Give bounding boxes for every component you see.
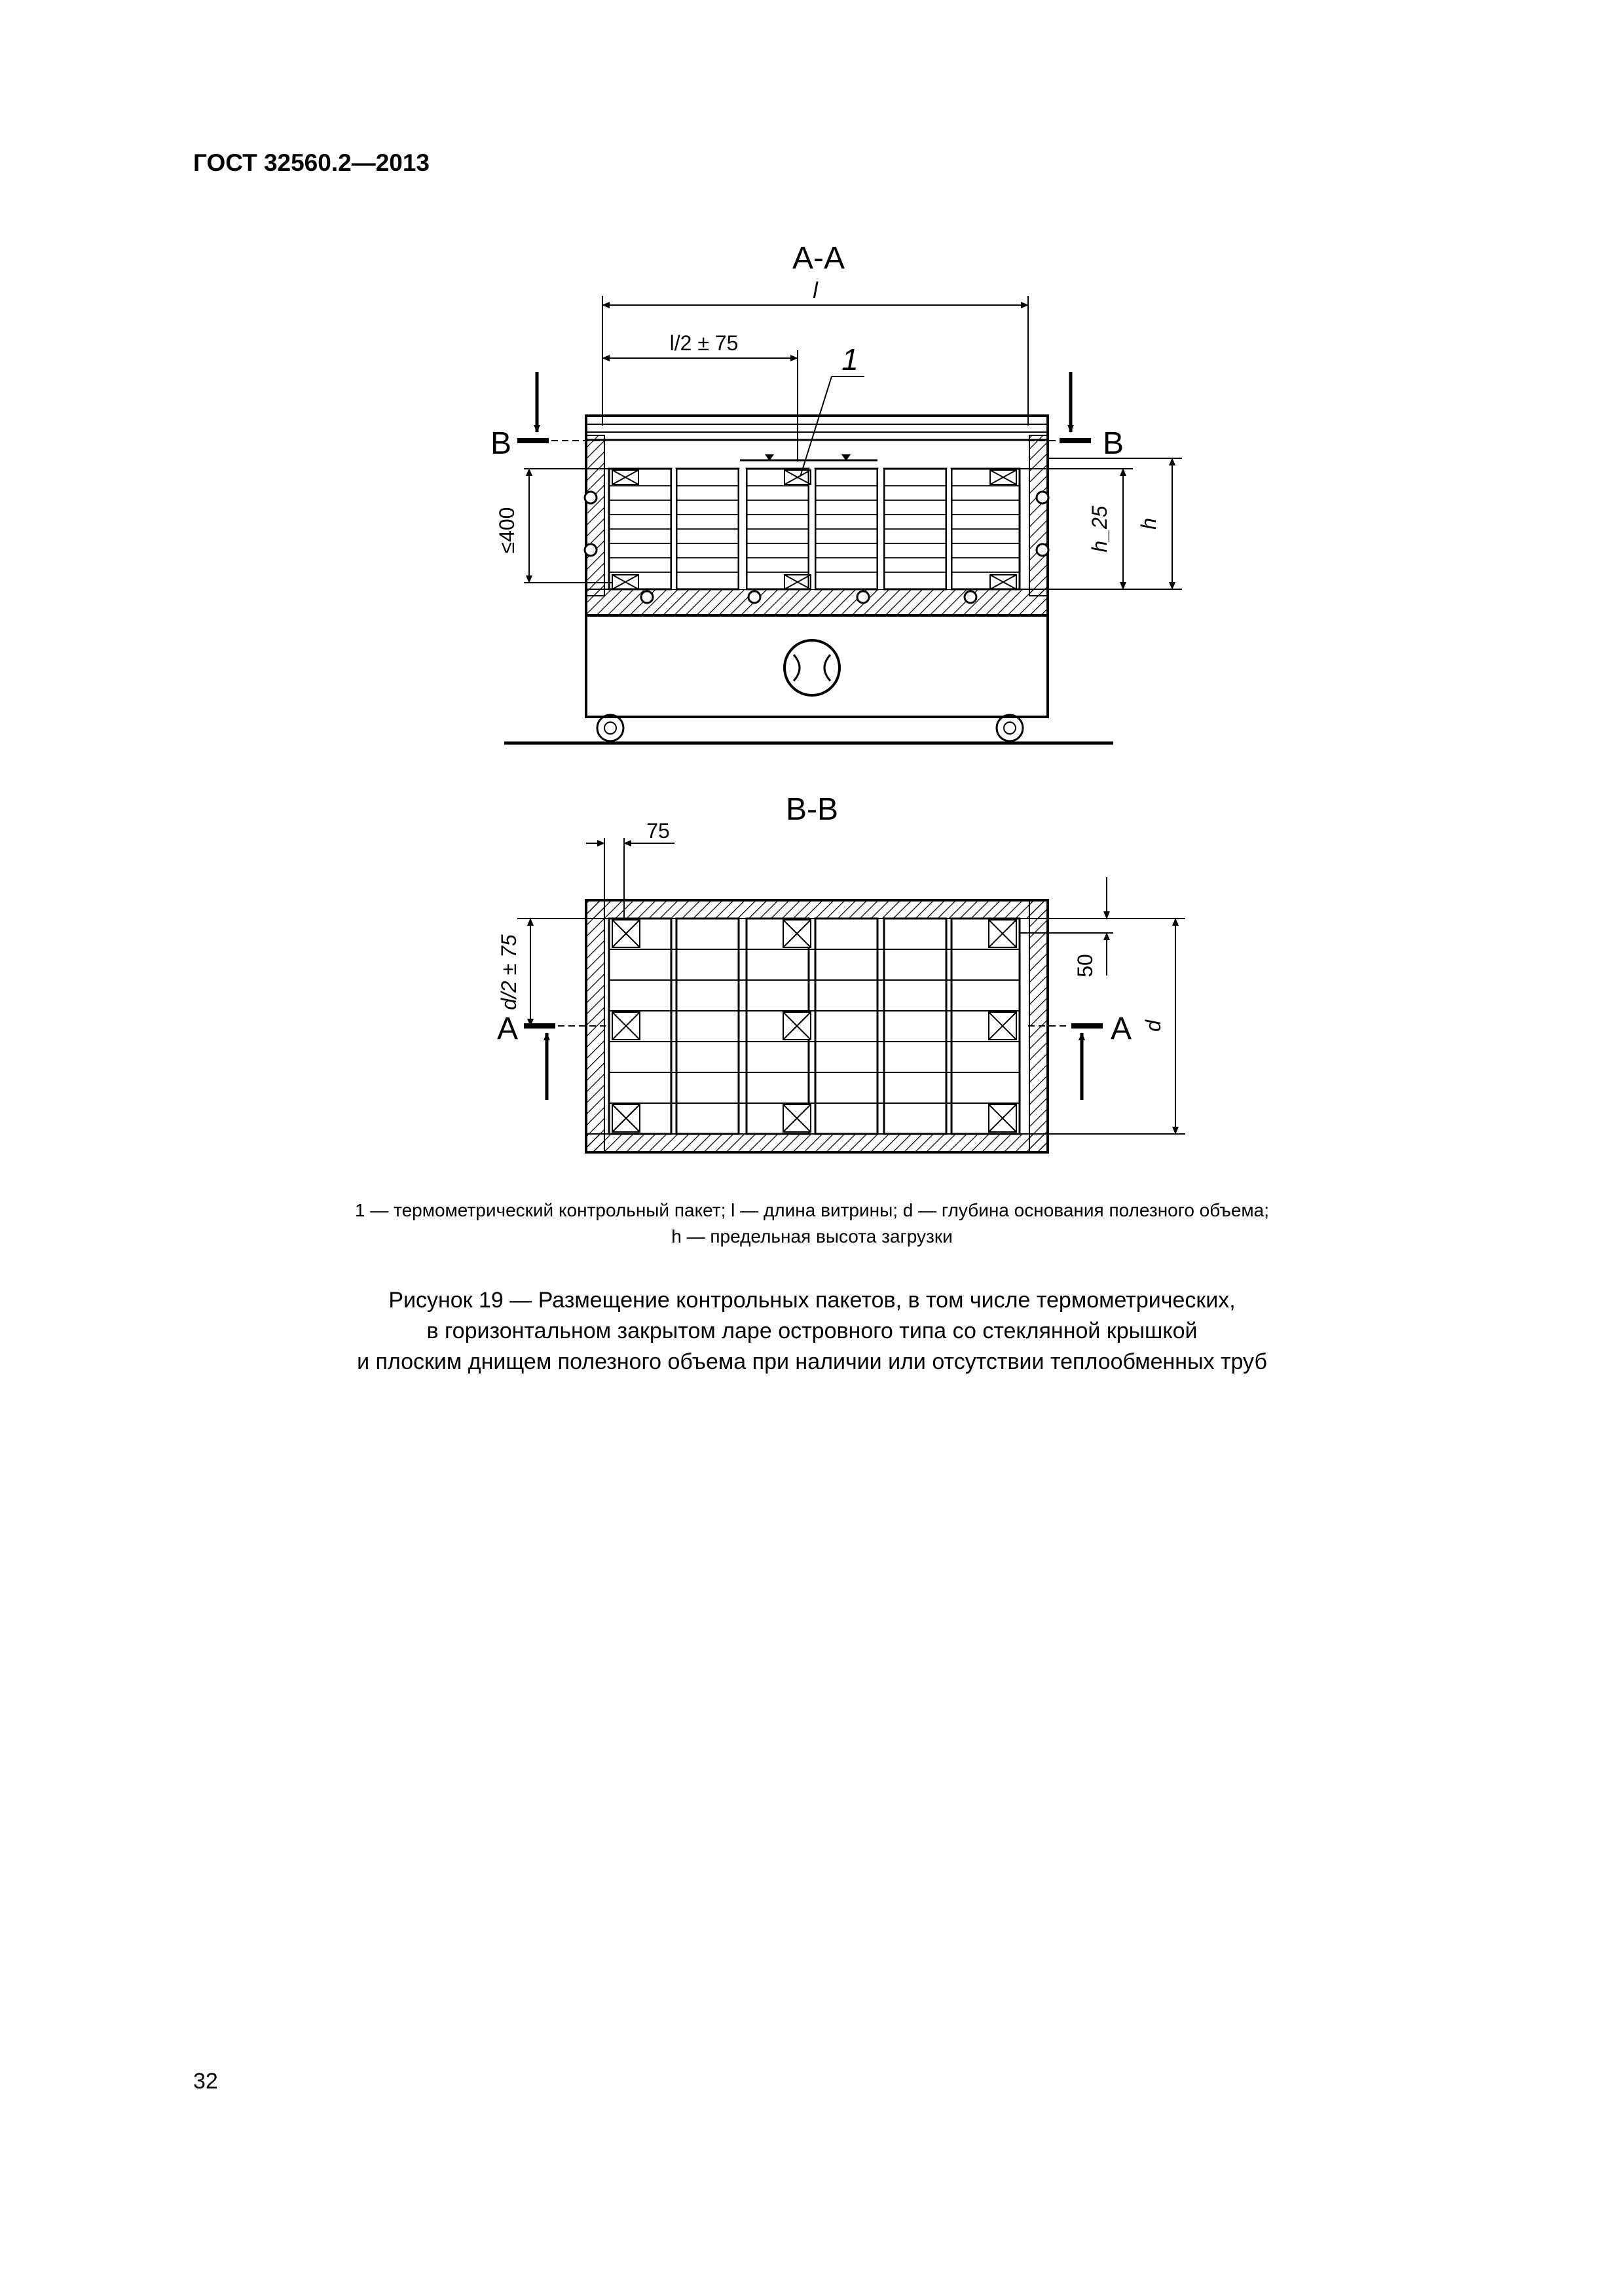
dim-50-label: 50 [1073,954,1097,977]
figure-caption-line-2: в горизонтальном закрытом ларе островного типа со стеклянной крышкой [426,1319,1198,1343]
section-bb-title: B-B [785,792,839,827]
figure-caption-line-3: и плоским днищем полезного объема при наличии или отсутствии теплообменных труб [357,1349,1267,1374]
dim-h-label: h [1137,518,1160,530]
dim-d-label: d [1141,1020,1165,1032]
cut-a-right: A [1110,1011,1132,1046]
section-aa [490,241,1182,743]
dim-l-label: l [813,278,818,303]
cut-b-right: B [1102,426,1124,461]
section-bb [497,792,1185,1152]
section-aa-title: A-A [792,241,845,276]
dim-d-half-label: d/2 ± 75 [497,934,521,1010]
cut-a-left: A [496,1011,519,1046]
legend-line-2: h — предельная высота загрузки [671,1226,953,1247]
dim-l-half-label: l/2 ± 75 [669,331,739,355]
legend-line-1: 1 — термометрический контрольный пакет; l — длина витрины; d — глубина основания полезного объема; [354,1200,1270,1220]
callout-1: 1 [841,342,858,376]
page-number: 32 [193,2069,218,2094]
dim-h25-label: h_25 [1088,505,1111,553]
document-header: ГОСТ 32560.2—2013 [193,149,430,176]
cut-b-left: B [490,426,512,461]
dim-400-label: ≤400 [495,507,519,554]
figure-caption-line-1: Рисунок 19 — Размещение контрольных пакетов, в том числе термометрических, [388,1288,1236,1313]
dim-75-label: 75 [646,819,670,843]
